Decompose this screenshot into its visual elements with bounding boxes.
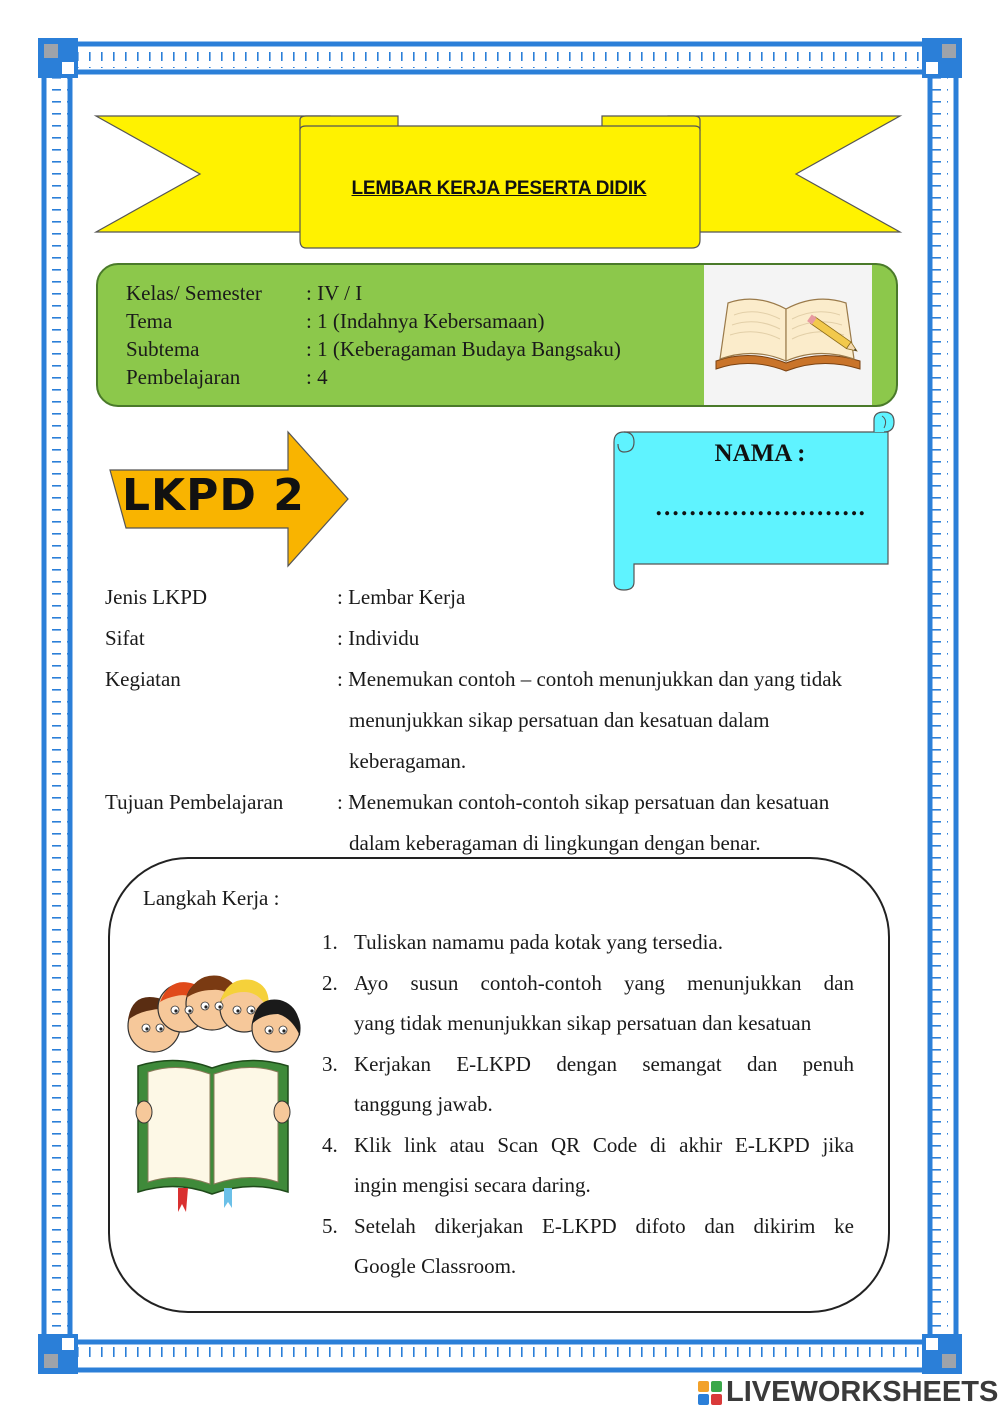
step-item-1: 1. Tuliskan namamu pada kotak yang tersedia. — [322, 930, 723, 954]
step-item-2: 2. Ayo susun contoh-contoh yang menunjukkan dan yang tidak menunjukkan sikap persatuan dan kesatuan — [322, 970, 854, 1035]
class-info-box — [96, 263, 898, 407]
info-row-subtema: Subtema : 1 (Keberagaman Budaya Bangsaku) — [126, 337, 621, 361]
corner-ornament-br — [922, 1334, 962, 1374]
detail-sifat: Sifat : Individu — [105, 626, 420, 650]
watermark-text: LIVEWORKSHEETS — [726, 1376, 999, 1408]
lkpd-label: LKPD 2 — [122, 470, 305, 521]
info-row-pembelajaran: Pembelajaran : 4 — [126, 365, 328, 389]
liveworksheets-watermark[interactable] — [698, 1376, 998, 1409]
steps-title: Langkah Kerja : — [143, 886, 280, 910]
children-reading-illustration — [116, 962, 312, 1212]
banner-title: LEMBAR KERJA PESERTA DIDIK — [351, 178, 647, 199]
nama-input-dots[interactable]: ……………………. — [654, 494, 866, 521]
info-row-kelas: Kelas/ Semester : IV / I — [126, 281, 363, 305]
corner-ornament-bl — [38, 1334, 78, 1374]
detail-jenis: Jenis LKPD : Lembar Kerja — [105, 585, 466, 609]
detail-kegiatan: Kegiatan : Menemukan contoh – contoh menunjukkan dan yang tidak menunjukkan sikap persatuan dan kesatuan dalam keberagaman. — [105, 667, 843, 773]
title-banner — [0, 0, 1000, 260]
detail-tujuan: Tujuan Pembelajaran : Menemukan contoh-contoh sikap persatuan dan kesatuan dalam keberagaman di lingkungan dengan benar. — [105, 790, 830, 855]
step-item-3: 3. Kerjakan E-LKPD dengan semangat dan penuh tanggung jawab. — [322, 1051, 854, 1116]
info-row-tema: Tema : 1 (Indahnya Kebersamaan) — [126, 309, 545, 333]
step-item-5: 5. Setelah dikerjakan E-LKPD difoto dan dikirim ke Google Classroom. — [322, 1213, 854, 1278]
steps-list — [322, 922, 854, 1287]
open-book-icon — [704, 265, 872, 405]
lkpd-details — [105, 577, 905, 864]
nama-label: NAMA : — [714, 440, 806, 467]
open-book-panel — [704, 265, 872, 405]
liveworksheets-logo-icon — [698, 1381, 722, 1405]
step-item-4: 4. Klik link atau Scan QR Code di akhir E-LKPD jika ingin mengisi secara daring. — [322, 1132, 854, 1197]
